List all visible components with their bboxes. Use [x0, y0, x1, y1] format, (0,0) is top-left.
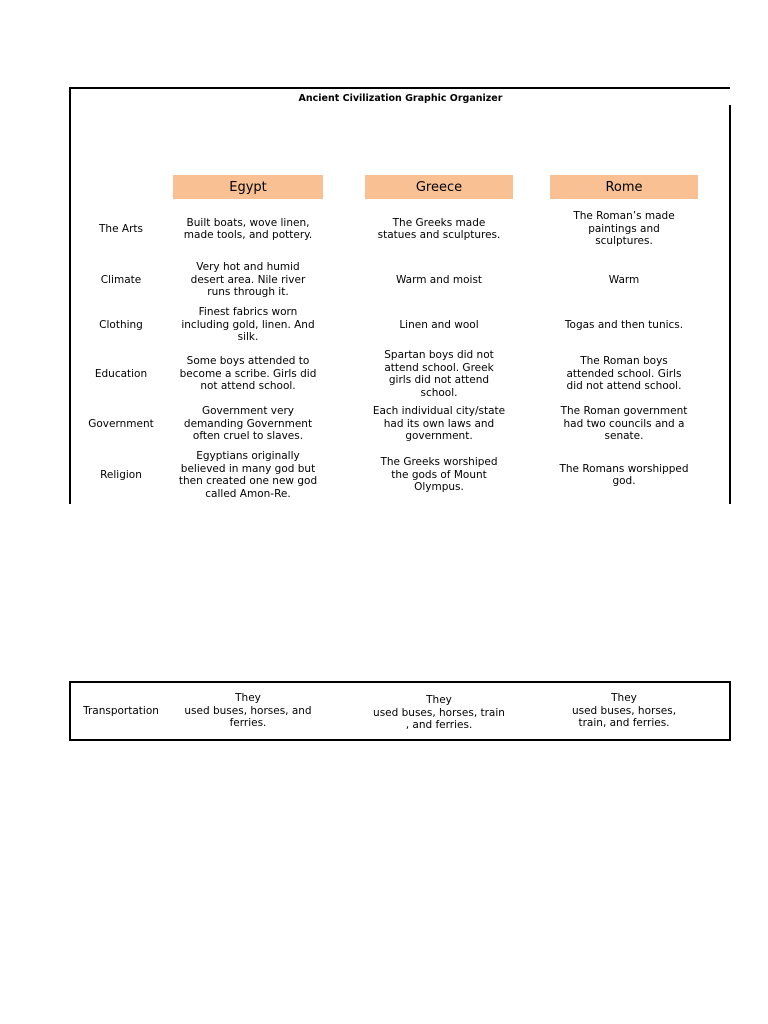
table-cell: They used buses, horses, train , and ferries.: [373, 694, 505, 732]
table-cell: Very hot and humid desert area. Nile river runs through it.: [190, 261, 306, 299]
transportation-table: [69, 681, 731, 741]
row-label-transportation: Transportation: [83, 705, 159, 717]
table-cell: They used buses, horses, and ferries.: [184, 692, 312, 730]
row-label-education: Education: [94, 368, 148, 380]
table-cell: Spartan boys did not attend school. Greek girls did not attend school.: [384, 349, 494, 399]
row-label-clothing: Clothing: [99, 319, 143, 331]
table-cell: The Greeks made statues and sculptures.: [377, 216, 501, 241]
row-label-arts: The Arts: [99, 223, 143, 235]
table-cell: Government very demanding Government often cruel to slaves.: [183, 405, 313, 443]
table-cell: Linen and wool: [399, 318, 479, 331]
table-cell: Egyptians originally believed in many god but then created one new god called Amon-Re.: [178, 450, 318, 500]
column-header-rome: Rome: [550, 175, 698, 199]
table-cell: Togas and then tunics.: [564, 318, 684, 331]
table-cell: The Roman’s made paintings and sculptures.: [573, 210, 675, 248]
table-cell: Each individual city/state had its own laws and government.: [372, 405, 506, 443]
row-label-climate: Climate: [100, 274, 142, 286]
table-cell: They used buses, horses, train, and ferries.: [571, 692, 677, 730]
table-cell: Some boys attended to become a scribe. Girls did not attend school.: [179, 355, 317, 393]
table-cell: The Roman boys attended school. Girls did not attend school.: [566, 355, 682, 393]
column-header-egypt: Egypt: [173, 175, 323, 199]
page-title: Ancient Civilization Graphic Organizer: [298, 93, 503, 104]
row-label-government: Government: [88, 418, 154, 430]
table-cell: Warm: [608, 273, 640, 286]
table-cell: Built boats, wove linen, made tools, and pottery.: [183, 216, 313, 241]
row-label-religion: Religion: [100, 469, 142, 481]
table-cell: Finest fabrics worn including gold, linen. And silk.: [181, 306, 315, 344]
table-cell: The Roman government had two councils and a senate.: [560, 405, 688, 443]
table-cell: The Romans worshipped god.: [559, 462, 689, 487]
column-header-greece: Greece: [365, 175, 513, 199]
organizer-table: [69, 87, 730, 504]
table-right-border: [729, 105, 731, 504]
table-cell: Warm and moist: [395, 273, 483, 286]
table-cell: The Greeks worshiped the gods of Mount Olympus.: [380, 456, 498, 494]
